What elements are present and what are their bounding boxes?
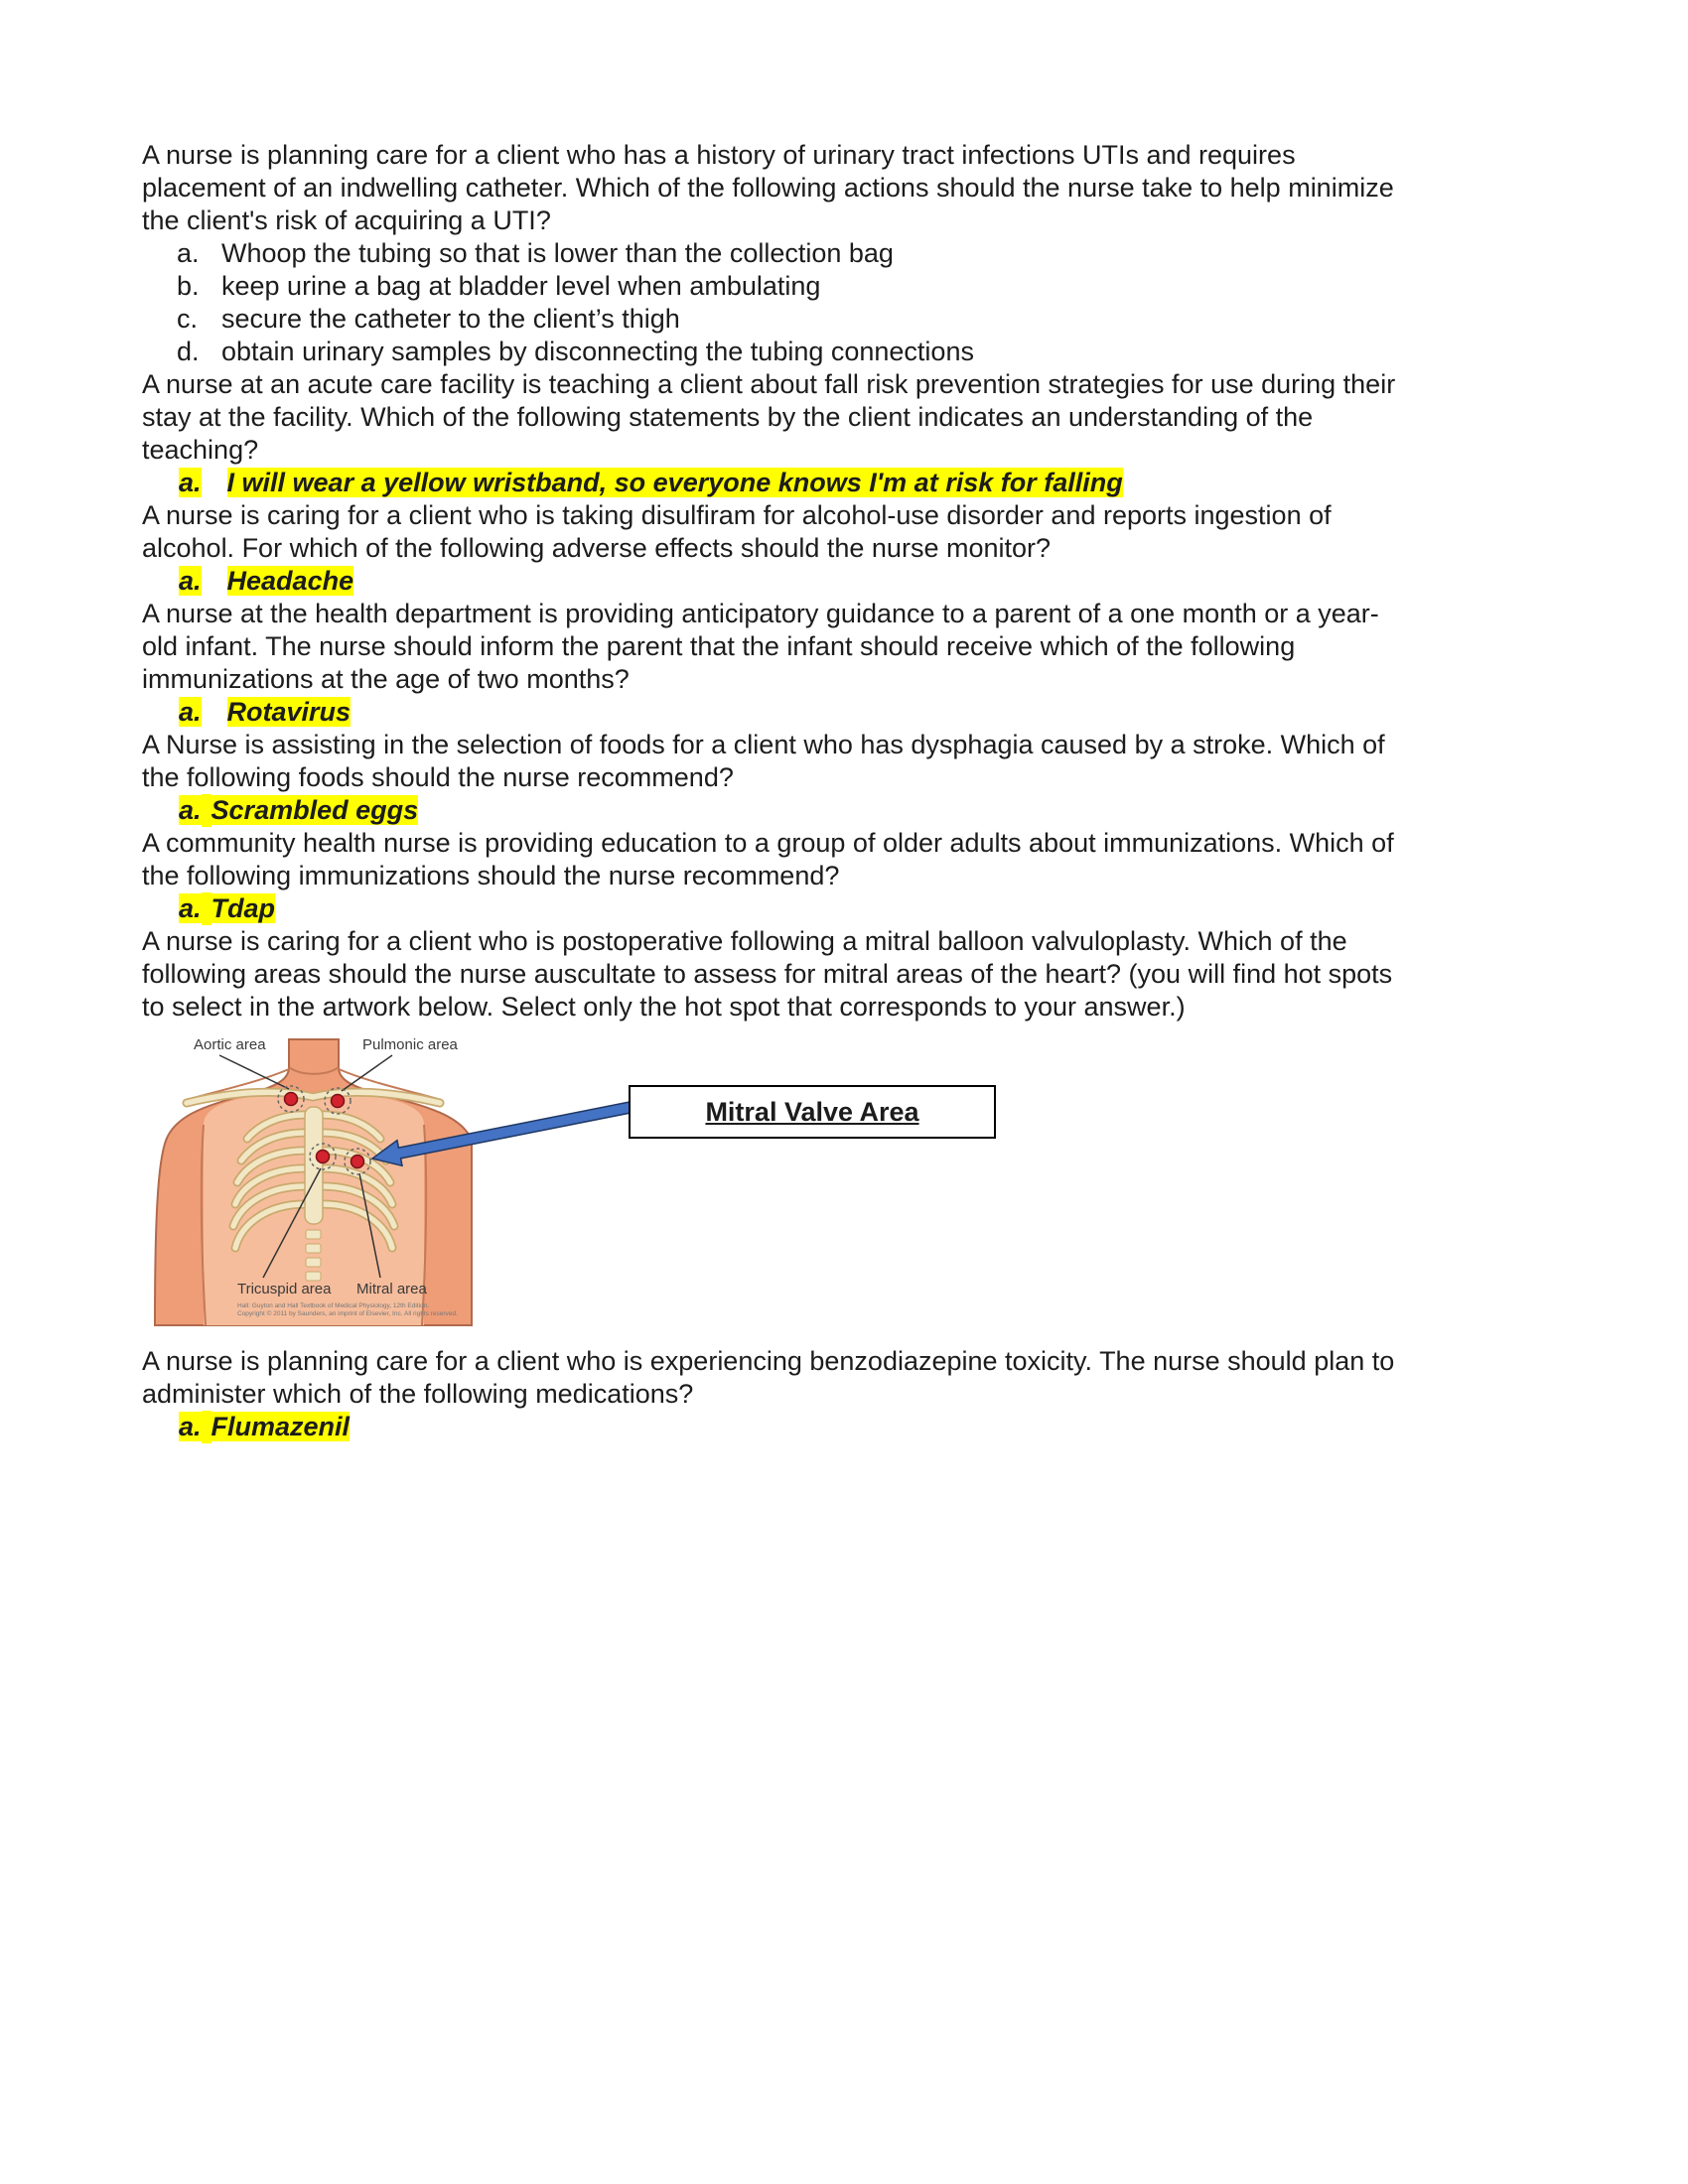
highlighted-answer bbox=[142, 794, 1403, 827]
question-text: A community health nurse is providing education to a group of older adults about immunizations. Which of the following immunizations should the nurse recommend? bbox=[142, 828, 1394, 890]
question-text: A nurse is caring for a client who is taking disulfiram for alcohol-use disorder and reports ingestion of alcohol. For which of the following adverse effects should the nurse monitor? bbox=[142, 500, 1332, 563]
question-text: A nurse is planning care for a client who has a history of urinary tract infections UTIs and requires placement of an indwelling catheter. Which of the following actions should the nurse take to help minimize the client's risk of acquiring a UTI? bbox=[142, 140, 1394, 235]
answer-option bbox=[142, 237, 1403, 270]
highlighted-answer bbox=[142, 892, 1403, 925]
answer-text: Flumazenil bbox=[211, 1412, 351, 1441]
answer-gap bbox=[202, 1411, 211, 1443]
option-letter: a. bbox=[177, 238, 200, 268]
document-content bbox=[142, 139, 1403, 1443]
answer-text: Tdap bbox=[211, 893, 276, 923]
mitral-valve-callout-box bbox=[629, 1085, 996, 1139]
label-tricuspid-area: Tricuspid area bbox=[237, 1281, 332, 1297]
answer-letter: a. bbox=[179, 566, 202, 596]
question-text: A nurse is caring for a client who is postoperative following a mitral balloon valvuloplasty. Which of the following areas should the nurse auscultate to assess for mitral areas of the heart? (you will find hot spots to select in the artwork below. Select only the hot spot that corresponds to your answer.) bbox=[142, 926, 1393, 1022]
questions-section-bottom bbox=[142, 1345, 1403, 1443]
highlighted-answer bbox=[142, 1411, 1403, 1443]
option-letter: d. bbox=[177, 337, 200, 366]
label-aortic-area: Aortic area bbox=[194, 1036, 266, 1053]
callout-arrow bbox=[368, 1097, 634, 1172]
figure-row bbox=[142, 1029, 1403, 1345]
answer-option bbox=[142, 336, 1403, 368]
answer-text: Headache bbox=[226, 566, 354, 596]
callout-text: Mitral Valve Area bbox=[705, 1096, 919, 1127]
question-text: A nurse is planning care for a client who is experiencing benzodiazepine toxicity. The nurse should plan to administer which of the following medications? bbox=[142, 1346, 1395, 1409]
option-letter: c. bbox=[177, 304, 199, 334]
option-text: Whoop the tubing so that is lower than the collection bag bbox=[221, 238, 894, 268]
answer-letter: a. bbox=[179, 697, 202, 727]
answer-gap bbox=[202, 565, 227, 598]
figure-credit-line1: Hall: Guyton and Hall Textbook of Medical Physiology, 12th Edition. bbox=[237, 1302, 430, 1309]
option-letter: b. bbox=[177, 271, 200, 301]
label-pulmonic-area: Pulmonic area bbox=[362, 1036, 458, 1053]
answer-option bbox=[142, 303, 1403, 336]
question-text: A nurse at the health department is providing anticipatory guidance to a parent of a one month or a year-old infant. The nurse should inform the parent that the infant should receive which of the following immunizations at the age of two months? bbox=[142, 599, 1379, 694]
answer-text: Scrambled eggs bbox=[211, 795, 419, 825]
answer-letter: a. bbox=[179, 468, 202, 497]
question-text: A nurse at an acute care facility is teaching a client about fall risk prevention strategies for use during their stay at the facility. Which of the following statements by the client indicates an understanding of the teaching? bbox=[142, 369, 1396, 465]
figure-credit-line2: Copyright © 2011 by Saunders, an imprint of Elsevier, Inc. All rights reserved. bbox=[237, 1310, 458, 1317]
answer-gap bbox=[202, 892, 211, 925]
answer-gap bbox=[202, 696, 227, 729]
answer-text: Rotavirus bbox=[226, 697, 352, 727]
chest-auscultation-figure bbox=[142, 1029, 485, 1327]
answer-letter: a. bbox=[179, 795, 202, 825]
answer-option bbox=[142, 270, 1403, 303]
question-text: A Nurse is assisting in the selection of foods for a client who has dysphagia caused by a stroke. Which of the following foods should the nurse recommend? bbox=[142, 730, 1385, 792]
highlighted-answer bbox=[142, 565, 1403, 598]
option-text: secure the catheter to the client’s thigh bbox=[221, 304, 680, 334]
label-mitral-area: Mitral area bbox=[356, 1281, 427, 1297]
answer-letter: a. bbox=[179, 893, 202, 923]
answer-letter: a. bbox=[179, 1412, 202, 1441]
answer-gap bbox=[202, 467, 227, 499]
highlighted-answer bbox=[142, 467, 1403, 499]
option-text: obtain urinary samples by disconnecting the tubing connections bbox=[221, 337, 974, 366]
questions-section-top bbox=[142, 139, 1403, 1024]
answer-text: I will wear a yellow wristband, so everyone knows I'm at risk for falling bbox=[226, 468, 1123, 497]
highlighted-answer bbox=[142, 696, 1403, 729]
option-text: keep urine a bag at bladder level when ambulating bbox=[221, 271, 821, 301]
answer-gap bbox=[202, 794, 211, 827]
